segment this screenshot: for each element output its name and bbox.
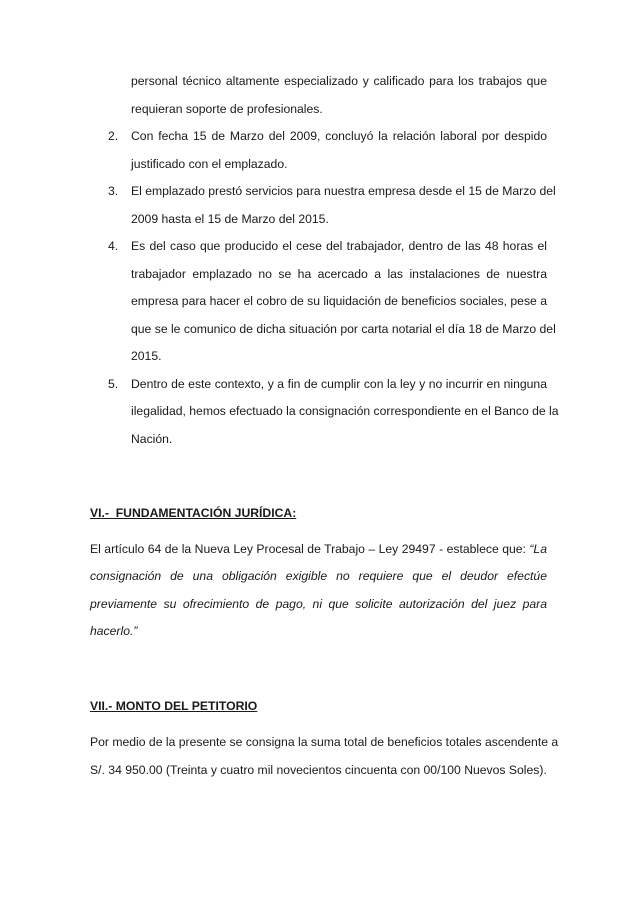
list-item-2-line-1: Con fecha 15 de Marzo del 2009, concluyó la relación laboral por despido [131, 129, 547, 143]
list-item-4-number: 4. [108, 239, 119, 253]
list-item-2-line-2: justificado con el emplazado. [131, 157, 288, 171]
section-vii-heading: VII.- MONTO DEL PETITORIO [90, 699, 258, 713]
list-item-4-line-4: que se le comunico de dicha situación por carta notarial el día 18 de Marzo del [131, 322, 556, 336]
section-vi-quote-start: “La [529, 542, 547, 556]
list-continuation-line-1: personal técnico altamente especializado y calificado para los trabajos que [131, 74, 547, 88]
section-vi-quote-line-3 [90, 623, 137, 639]
section-vii-line-1: Por medio de la presente se consigna la suma total de beneficios totales ascendente a [90, 735, 559, 749]
section-vi-quote-line-1-text: consignación de una obligación exigible no requiere que el deudor efectúe [90, 569, 547, 583]
list-item-3-number: 3. [108, 184, 119, 198]
section-vi-line-1 [90, 541, 547, 557]
list-item-3-line-2: 2009 hasta el 15 de Marzo del 2015. [131, 212, 329, 226]
list-item-4-line-3: empresa para hacer el cobro de su liquidación de beneficios sociales, pese a [131, 294, 547, 308]
section-vi-quote-line-2-text: previamente su ofrecimiento de pago, ni que solicite autorización del juez para [90, 597, 547, 611]
section-vii-line-2: S/. 34 950.00 (Treinta y cuatro mil novecientos cincuenta con 00/100 Nuevos Soles). [90, 763, 547, 777]
section-vi-quote-line-1 [90, 568, 547, 584]
list-item-3-line-1: El emplazado prestó servicios para nuestra empresa desde el 15 de Marzo del [131, 184, 556, 198]
list-item-4-line-1: Es del caso que producido el cese del trabajador, dentro de las 48 horas el [131, 239, 547, 253]
list-continuation-line-2: requieran soporte de profesionales. [131, 102, 323, 116]
section-vi-line-1-text: El artículo 64 de la Nueva Ley Procesal de Trabajo – Ley 29497 - establece que: [90, 542, 530, 556]
section-vi-quote-line-3-text: hacerlo.” [90, 624, 138, 638]
list-item-5-number: 5. [108, 377, 119, 391]
list-item-5-line-1: Dentro de este contexto, y a fin de cumplir con la ley y no incurrir en ninguna [131, 377, 547, 391]
section-vi-quote-line-2 [90, 596, 547, 612]
list-item-2-number: 2. [108, 129, 119, 143]
list-item-4-line-2: trabajador emplazado no se ha acercado a las instalaciones de nuestra [131, 267, 547, 281]
list-item-4-line-5: 2015. [131, 349, 162, 363]
section-vi-heading: VI.- FUNDAMENTACIÓN JURÍDICA: [90, 506, 297, 520]
list-item-5-line-3: Nación. [131, 432, 173, 446]
list-item-5-line-2: ilegalidad, hemos efectuado la consignación correspondiente en el Banco de la [131, 404, 559, 418]
